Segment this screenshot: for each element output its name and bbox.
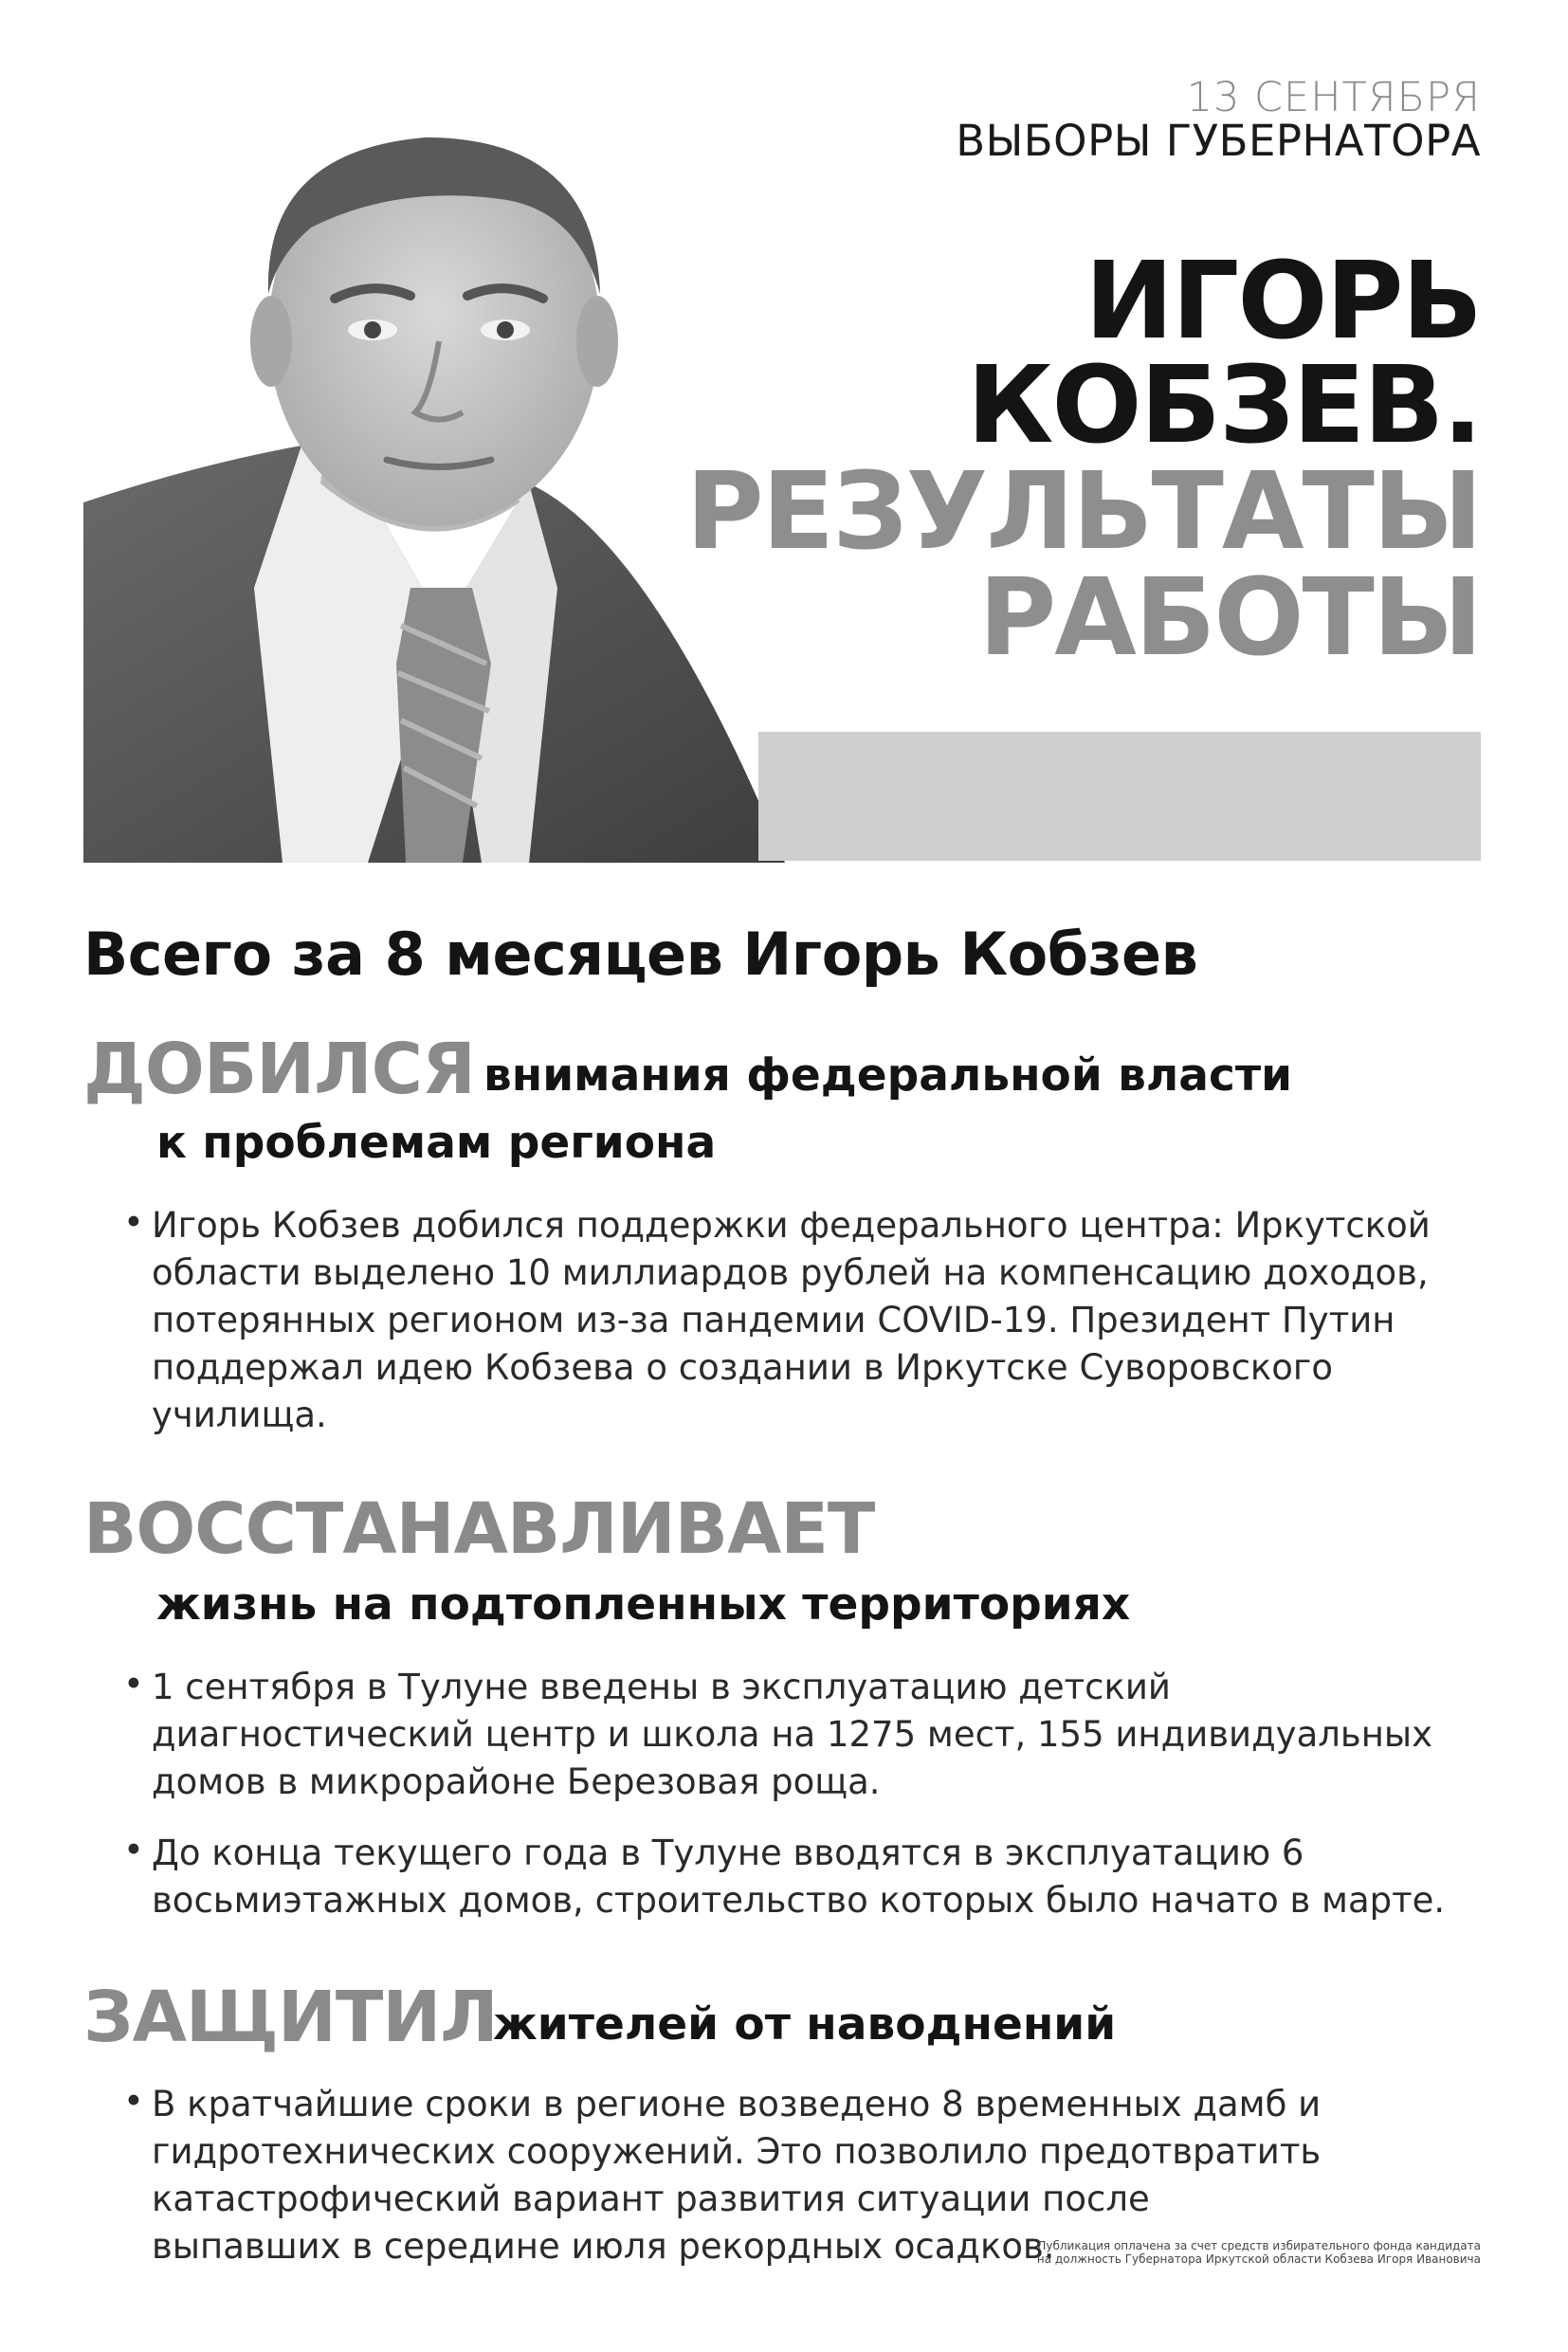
bullet-marker: • (123, 1664, 144, 1705)
section-2-bullet-2: До конца текущего года в Тулуне вводятся в эксплуатацию 6 восьмиэтажных домов, строительство которых было начато в марте. (152, 1832, 1446, 1921)
publication-disclaimer: Публикация оплачена за счет средств избирательного фонда кандидата на должность Губернатора Иркутской области Кобзева Игоря Ивановича (1036, 2239, 1481, 2266)
bullet-marker: • (123, 1830, 144, 1870)
decorative-grey-bar (758, 732, 1481, 861)
section-3-subheading: жителей от наводнений (493, 1998, 1117, 2051)
title-line-4: РАБОТЫ (978, 556, 1481, 680)
bullet-marker: • (123, 2081, 144, 2122)
section-2-subheading: жизнь на подтопленных территориях (156, 1578, 1131, 1631)
section-3-bullet-1: В кратчайшие сроки в регионе возведено 8 временных дамб и гидротехнических сооружений. Это позволило предотвратить катастрофический вариант развития ситуации после выпавших в середине июля рекордных осадков. (152, 2084, 1322, 2267)
section-1-keyword: ДОБИЛСЯ (83, 1029, 475, 1110)
title-line-1: ИГОРЬ (1085, 240, 1481, 363)
section-2-bullet-1: 1 сентября в Тулуне введены в эксплуатацию детский диагностический центр и школа на 1275 мест, 155 индивидуальных домов в микрорайоне Березовая роща. (152, 1667, 1433, 1802)
lead-heading: Всего за 8 месяцев Игорь Кобзев (83, 920, 1198, 989)
section-1-bullet-1: Игорь Кобзев добился поддержки федерального центра: Иркутской области выделено 10 миллиардов рублей на компенсацию доходов, потерянных регионом из-за пандемии COVID-19. Президент Путин поддержал идею Кобзева о создании в Иркутске Суворовского училища. (152, 1205, 1431, 1435)
election-event: ВЫБОРЫ ГУБЕРНАТОРА (956, 116, 1481, 166)
section-1-subheading-line-1: внимания федеральной власти (483, 1049, 1293, 1102)
section-2-keyword: ВОССТАНАВЛИВАЕТ (83, 1488, 875, 1570)
election-date: 13 СЕНТЯБРЯ (1186, 74, 1481, 121)
title-line-2: КОБЗЕВ. (966, 344, 1481, 467)
title-line-3: РЕЗУЛЬТАТЫ (685, 450, 1481, 574)
bullet-marker: • (123, 1202, 144, 1243)
candidate-portrait (83, 95, 785, 863)
section-3-keyword: ЗАЩИТИЛ (83, 1977, 498, 2058)
section-1-subheading-line-2: к проблемам региона (156, 1117, 717, 1169)
